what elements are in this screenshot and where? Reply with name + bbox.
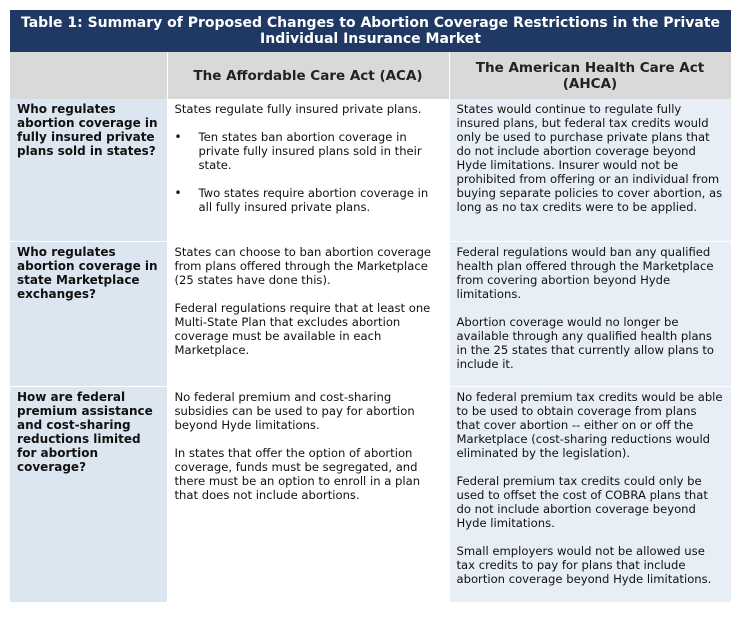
summary-table-container (10, 10, 731, 602)
table-row (10, 387, 731, 603)
table-row (10, 242, 731, 387)
header-ahca: The American Health Care Act (AHCA) (449, 52, 731, 99)
table-title: Table 1: Summary of Proposed Changes to Abortion Coverage Restrictions in the Private Individual Insurance Market (10, 10, 731, 52)
cell-paragraph: No federal premium and cost-sharing subsidies can be used to pay for abortion beyond Hyde limitations. (174, 390, 415, 432)
aca-cell (167, 387, 449, 603)
row-question: Who regulates abortion coverage in state Marketplace exchanges? (10, 242, 167, 387)
bullet-list (175, 130, 442, 214)
cell-paragraph: In states that offer the option of abortion coverage, funds must be segregated, and there must be an option to enroll in a plan that does not include abortions. (174, 446, 421, 502)
table-row (10, 99, 731, 242)
header-aca: The Affordable Care Act (ACA) (167, 52, 449, 99)
ahca-cell (449, 242, 731, 387)
cell-paragraph: States can choose to ban abortion coverage from plans offered through the Marketplace (25 states have done this). (174, 245, 432, 287)
cell-paragraph: States regulate fully insured private plans. (174, 102, 422, 116)
row-question: Who regulates abortion coverage in fully insured private plans sold in states? (10, 99, 167, 242)
cell-paragraph: No federal premium tax credits would be able to be used to obtain coverage from plans that cover abortion -- either on or off the Marketplace (cost-sharing reductions would eliminated by the legislation). (456, 390, 723, 460)
list-item-text: Two states require abortion coverage in all fully insured private plans. (198, 186, 429, 214)
cell-paragraph: Abortion coverage would no longer be available through any qualified health plans in the 25 states that currently allow plans to include it. (456, 315, 715, 371)
list-item-text: Ten states ban abortion coverage in private fully insured plans sold in their state. (198, 130, 422, 172)
bullet-icon: • (174, 130, 182, 144)
cell-paragraph: Federal regulations require that at least one Multi-State Plan that excludes abortion coverage must be available in each Marketplace. (174, 301, 431, 357)
cell-paragraph: States would continue to regulate fully insured plans, but federal tax credits would only be used to purchase private plans that do not include abortion coverage beyond Hyde limitations. Insurer would not be prohibited from offering or an individual from buying separate policies to cover abortion, as long as no tax credits were to be applied. (456, 102, 723, 214)
header-row (10, 52, 731, 99)
list-item (174, 130, 442, 172)
cell-paragraph: Federal premium tax credits could only be used to offset the cost of COBRA plans that do not include abortion coverage beyond Hyde limitations. (456, 474, 708, 530)
list-item (174, 186, 442, 214)
summary-table (10, 52, 732, 602)
header-blank (10, 52, 167, 99)
row-question: How are federal premium assistance and cost-sharing reductions limited for abortion coverage? (10, 387, 167, 603)
ahca-cell (449, 387, 731, 603)
cell-paragraph: Small employers would not be allowed use tax credits to pay for plans that include abortion coverage beyond Hyde limitations. (456, 544, 712, 586)
ahca-cell (449, 99, 731, 242)
aca-cell (167, 99, 449, 242)
bullet-icon: • (174, 186, 182, 200)
aca-cell (167, 242, 449, 387)
cell-paragraph: Federal regulations would ban any qualified health plan offered through the Marketplace from covering abortion beyond Hyde limitations. (456, 245, 714, 301)
